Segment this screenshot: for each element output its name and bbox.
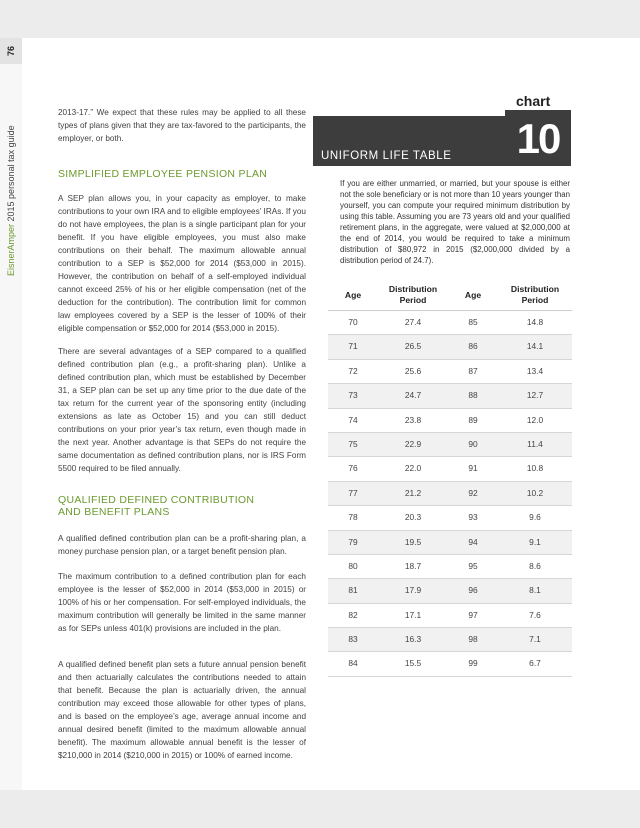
header-period-left-line1: Distribution: [388, 284, 438, 294]
table-row: [328, 409, 572, 433]
period-right-cell: 7.6: [529, 609, 541, 620]
intro-paragraph: 2013-17.” We expect that these rules may be applied to all these types of plans given that they are tax-favored to the participants, the employer, or both.: [58, 108, 306, 143]
header-period-right-line2: Period: [521, 295, 549, 305]
age-left-cell: 72: [348, 365, 358, 376]
age-right-cell: 88: [468, 390, 478, 401]
period-left-cell: 17.9: [404, 585, 422, 596]
period-left-cell: 19.5: [404, 536, 422, 547]
age-left-cell: 81: [348, 585, 358, 596]
table-row: [328, 628, 572, 652]
guide-title: 2015 personal tax guide: [6, 125, 16, 224]
qdc-heading-line-1: QUALIFIED DEFINED CONTRIBUTION: [58, 494, 255, 506]
header-period-right-line1: Distribution: [510, 284, 560, 294]
period-right-cell: 11.4: [527, 438, 543, 449]
age-left-cell: 78: [348, 512, 358, 523]
uniform-life-table: [328, 280, 572, 677]
sep-paragraph-1: A SEP plan allows you, in your capacity as employer, to make contributions to your own IRA and to eligible employees’ IRAs. If you do not have employees, the plan is a single participant plan for your benefit. If you have eligible employees, you must also make contributions on their behalf. The maximum allowable annual contribution to a SEP is $52,000 for 2014 ($53,000 in 2015). However, the contribution on behalf of a self-employed individual cannot exceed 25% of his or her eligible compensation (net of the deduction for the contribution). The contribution limit for common law employees covered by a SEP is the lesser of 100% of their eligible compensation or $52,000 for 2014 ($53,000 in 2015).: [58, 194, 306, 333]
chart-intro: If you are either unmarried, or married, but your spouse is either not the sole beneficiary or is not more than 10 years younger than yourself, you can compute your required minimum distribution by using this table. Assuming you are 73 years old and your qualified retirement plans, in the aggregate, were valued at $2,000,000 at the end of 2014, you would be required to take a minimum distribution of $80,972 in 2015 ($2,000,000 divided by a distribution period of 24.7).: [340, 179, 570, 265]
period-right-cell: 9.1: [529, 536, 541, 547]
period-left-cell: 17.1: [404, 609, 422, 620]
qdc-paragraph-1: A qualified defined contribution plan can be a profit-sharing plan, a money purchase pension plan, or a target benefit pension plan.: [58, 534, 306, 556]
age-right-cell: 93: [468, 512, 478, 523]
age-right-cell: 92: [468, 487, 478, 498]
page-number-tab: [0, 38, 22, 64]
age-right-cell: 86: [468, 341, 478, 352]
left-intro: [58, 106, 306, 145]
sep-heading: SIMPLIFIED EMPLOYEE PENSION PLAN: [58, 168, 268, 180]
age-right-cell: 85: [468, 317, 478, 327]
age-left-cell: 82: [348, 609, 358, 620]
qdc-heading: [58, 494, 306, 518]
age-left-cell: 75: [348, 438, 358, 449]
table-row: [328, 604, 572, 628]
period-right-cell: 6.7: [529, 658, 541, 669]
period-right-cell: 12.7: [526, 390, 544, 401]
period-right-cell: 12.0: [526, 414, 544, 425]
table-row: [328, 482, 572, 506]
period-right-cell: 14.8: [526, 317, 544, 327]
period-right-cell: 8.1: [529, 585, 541, 596]
period-left-cell: 24.7: [404, 390, 422, 401]
age-right-cell: 99: [468, 658, 478, 669]
page-number: 76: [6, 46, 16, 57]
age-right-cell: 94: [468, 536, 478, 547]
age-left-cell: 83: [348, 634, 358, 645]
period-right-cell: 10.8: [526, 463, 544, 474]
sep-body: [58, 192, 306, 335]
age-right-cell: 96: [468, 585, 478, 596]
age-left-cell: 84: [348, 658, 358, 669]
table-row: [328, 384, 572, 408]
age-right-cell: 90: [468, 438, 478, 449]
table-row: [328, 360, 572, 384]
period-left-cell: 21.2: [404, 487, 422, 498]
age-right-cell: 89: [468, 414, 478, 425]
qdc-body-1: [58, 532, 306, 558]
sep-body-2: [58, 345, 306, 475]
table-header: [328, 280, 572, 311]
period-right-cell: 10.2: [526, 487, 544, 498]
chart-title: UNIFORM LIFE TABLE: [321, 150, 452, 162]
table-row: [328, 335, 572, 359]
age-right-cell: 98: [468, 634, 478, 645]
side-strip: [0, 38, 22, 790]
qdc-heading-line-2: AND BENEFIT PLANS: [58, 506, 170, 518]
qdc-body-2: [58, 570, 306, 635]
age-left-cell: 73: [348, 390, 358, 401]
period-left-cell: 27.4: [404, 317, 422, 327]
period-left-cell: 22.0: [404, 463, 422, 474]
age-left-cell: 80: [348, 560, 358, 571]
qdc-paragraph-3: A qualified defined benefit plan sets a future annual pension benefit and then actuarially calculates the contributions needed to attain that benefit. Because the plan is actuarially driven, the annual contribution may exceed those allowable for other types of plans, and is based on the employee’s age, average annual income and annual desired benefit (limited to the maximum allowable annual benefit). The maximum allowable annual benefit is the lesser of $210,000 in 2014 ($210,000 in 2015) or 100% of earned income.: [58, 660, 306, 760]
header-period-left: [378, 280, 448, 310]
period-left-cell: 26.5: [404, 341, 422, 352]
header-age-left: Age: [344, 289, 362, 300]
header-period-right: [498, 280, 572, 310]
header-period-left-line2: Period: [399, 295, 427, 305]
table-row: [328, 652, 572, 676]
sep-paragraph-2: There are several advantages of a SEP compared to a qualified defined contribution plan (e.g., a profit-sharing plan). Unlike a defined contribution plan, which must be established by December 31, a SEP plan can be set up any time prior to the due date of the tax return for the current year of the sponsoring entity (including extensions as late as October 15) and you can still deduct contributions on your prior year’s tax return, even though made in the next year. Another advantage is that SEPs do not require the same documentation as defined contribution plans, nor is IRS Form 5500 required to be filed annually.: [58, 347, 306, 473]
period-right-cell: 13.4: [526, 365, 544, 376]
age-right-cell: 95: [468, 560, 478, 571]
period-left-cell: 23.8: [404, 414, 422, 425]
age-left-cell: 79: [348, 536, 358, 547]
table-row: [328, 433, 572, 457]
qdc-body-3: [58, 658, 306, 762]
chart-label: chart: [516, 93, 551, 109]
age-left-cell: 71: [348, 341, 358, 352]
age-left-cell: 76: [348, 463, 358, 474]
header-age-right: Age: [464, 289, 482, 300]
age-left-cell: 77: [348, 487, 358, 498]
table-row: [328, 506, 572, 530]
period-right-cell: 9.6: [529, 512, 541, 523]
table-row: [328, 457, 572, 481]
table-body: [328, 311, 572, 677]
guide-brand: EisnerAmper: [6, 223, 16, 276]
qdc-paragraph-2: The maximum contribution to a defined contribution plan for each employee is the lesser of $52,000 in 2014 ($53,000 in 2015) or 100% of his or her compensation. For self-employed individuals, the maximum contribution will generally be limited in the same manner as for SEPs unless 401(k) provisions are included in the plan.: [58, 572, 306, 633]
period-left-cell: 22.9: [404, 438, 422, 449]
age-left-cell: 70: [348, 317, 358, 327]
period-left-cell: 20.3: [404, 512, 422, 523]
period-left-cell: 25.6: [404, 365, 422, 376]
age-right-cell: 97: [468, 609, 478, 620]
chart-number-box: [505, 110, 571, 166]
age-right-cell: 87: [468, 365, 478, 376]
age-left-cell: 74: [348, 414, 358, 425]
table-row: [328, 311, 572, 335]
table-row: [328, 531, 572, 555]
period-right-cell: 14.1: [526, 341, 544, 352]
period-left-cell: 15.5: [404, 658, 422, 669]
guide-label: [3, 76, 19, 276]
table-row: [328, 555, 572, 579]
chart-number: 10: [516, 115, 560, 162]
period-left-cell: 16.3: [404, 634, 422, 645]
period-right-cell: 8.6: [529, 560, 541, 571]
period-right-cell: 7.1: [529, 634, 541, 645]
period-left-cell: 18.7: [404, 560, 422, 571]
document-page: [0, 38, 640, 790]
table-row: [328, 579, 572, 603]
age-right-cell: 91: [468, 463, 478, 474]
